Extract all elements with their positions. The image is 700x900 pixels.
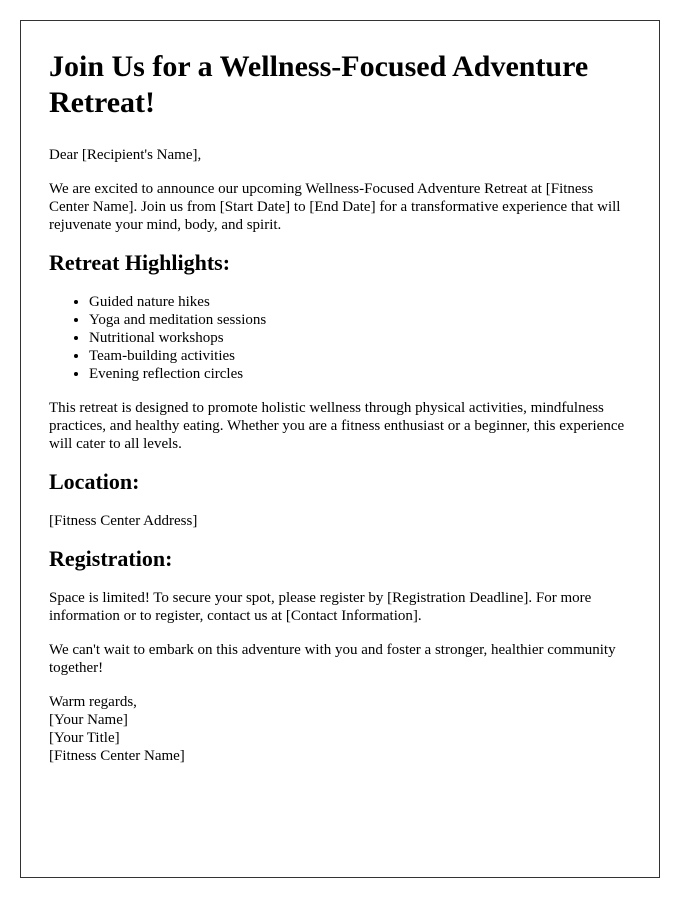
signature-name: [Your Name] <box>49 712 128 728</box>
description-paragraph: This retreat is designed to promote holistic wellness through physical activities, mindfulness practices, and healthy eating. Whether you are a fitness enthusiast or a beginner, this experience will cater to all levels. <box>49 400 625 452</box>
intro-paragraph: We are excited to announce our upcoming Wellness-Focused Adventure Retreat at [Fitness Center Name]. Join us from [Start Date] to [End Date] for a transformative experience that will rejuvenate your mind, body, and spirit. <box>49 181 621 233</box>
location-heading: Location: <box>49 469 140 494</box>
letter-document <box>20 20 660 878</box>
signature-title: [Your Title] <box>49 730 120 746</box>
list-item: • Evening reflection circles <box>89 365 631 383</box>
signature-closing: Warm regards, <box>49 694 137 710</box>
list-item: • Yoga and meditation sessions <box>89 311 631 329</box>
list-item: • Guided nature hikes <box>89 293 631 311</box>
list-item: • Nutritional workshops <box>89 329 631 347</box>
letter-title: Join Us for a Wellness-Focused Adventure Retreat! <box>49 50 589 119</box>
highlights-list <box>49 293 631 383</box>
registration-paragraph: Space is limited! To secure your spot, please register by [Registration Deadline]. For more information or to register, contact us at [Contact Information]. <box>49 590 592 624</box>
signature-organization: [Fitness Center Name] <box>49 748 185 764</box>
signature-block <box>49 693 631 765</box>
highlights-heading: Retreat Highlights: <box>49 250 231 275</box>
closing-paragraph: We can't wait to embark on this adventure with you and foster a stronger, healthier community together! <box>49 642 616 676</box>
list-item: • Team-building activities <box>89 347 631 365</box>
location-address: [Fitness Center Address] <box>49 513 198 529</box>
greeting: Dear [Recipient's Name], <box>49 147 202 163</box>
registration-heading: Registration: <box>49 546 173 571</box>
